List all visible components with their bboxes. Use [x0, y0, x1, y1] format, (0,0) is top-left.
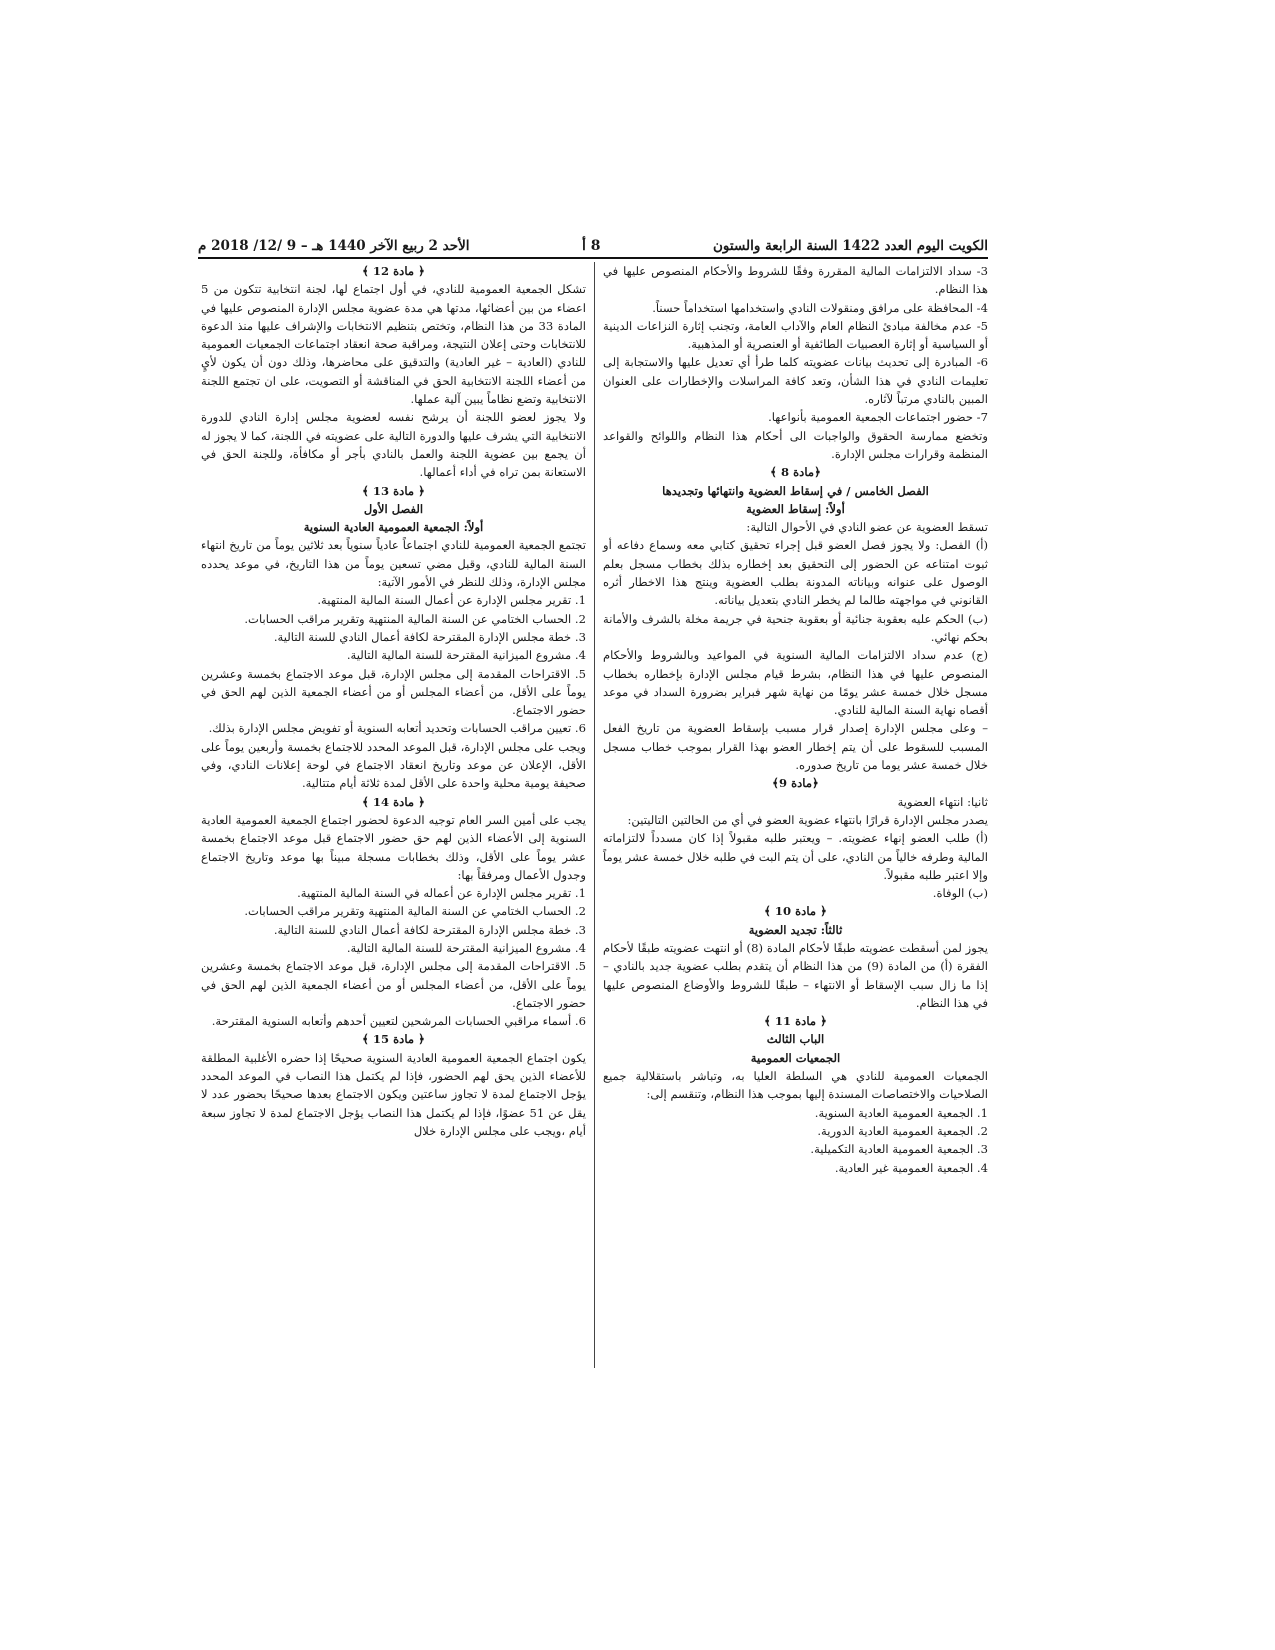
- section-heading: الفصل الخامس / في إسقاط العضوية وانتهائها وتجديدها: [662, 483, 929, 498]
- article-heading: ﴿مادة 9﴾: [772, 776, 819, 791]
- paragraph: 2. الجمعية العمومية العادية الدورية.: [817, 1123, 988, 1138]
- paragraph: 6. أسماء مراقبي الحسابات المرشحين لتعيين أحدهم وأتعابه السنوية المقترحة.: [211, 1014, 586, 1029]
- paragraph: 1. الجمعية العمومية العادية السنوية.: [814, 1105, 988, 1120]
- paragraph: 4- المحافظة على مرافق ومنقولات النادي واستخدامها استخداماً حسناً.: [652, 300, 988, 315]
- section-heading: الفصل الأول: [363, 501, 424, 516]
- section-heading: أولاً: إسقاط العضوية: [746, 501, 845, 516]
- header-date: الأحد 2 ربيع الآخر 1440 هـ – 9 /12/ 2018 م: [198, 238, 470, 254]
- paragraph: يجب على أمين السر العام توجيه الدعوة لحضور اجتماع الجمعية العمومية العادية السنوية إلى الأعضاء الذين لهم حق حضور الاجتماع قبل موعد الاجتماع بخمسة عشر يوماً على الأقل، وذلك بخطابات مسجلة مبيناً بها موعد وتاريخ الاجتماع وجدول الأعمال ومرفقاً بها:: [201, 812, 586, 882]
- paragraph: (أ) طلب العضو إنهاء عضويته. – ويعتبر طلبه مقبولاً إذا كان مسدداً لالتزاماته المالية وطرفه خالياً من النادي، على أن يتم البت في طلبه خلال خمسة عشر يوماً وإلا اعتبر طلبه مقبولاً.: [603, 831, 988, 882]
- paragraph: ولا يجوز لعضو اللجنة أن يرشح نفسه لعضوية مجلس إدارة النادي للدورة الانتخابية التي يشرف عليها والدورة التالية على عضويته في اللجنة، كما لا يجوز له أن يجمع بين عضوية اللجنة والعمل بالنادي بأجر أو مكافأة، وللجنة الحق في الاستعانة بمن تراه في أداء أعمالها.: [201, 410, 586, 480]
- section-heading: ثالثاً: تجديد العضوية: [748, 922, 843, 937]
- paragraph: – وعلى مجلس الإدارة إصدار قرار مسبب بإسقاط العضوية من تاريخ الفعل المسبب للسقوط على أن يتم إخطار العضو بهذا القرار بموجب خطاب مسجل خلال خمسة عشر يوما من تاريخ صدوره.: [603, 721, 988, 773]
- paragraph: 7- حضور اجتماعات الجمعية العمومية بأنواعها.: [768, 410, 988, 425]
- paragraph: (أ) الفصل: ولا يجوز فصل العضو قبل إجراء تحقيق كتابي معه وسماع دفاعه أو ثبوت امتناعه عن الحضور إلى التحقيق بعد إخطاره بذلك بخطاب مسجل بعلم الوصول على عنوانه وبياناته المدونة بطلب العضوية وينتج هذا الاخطار أثره القانوني في مواجهته طالما لم يخطر النادي بتعديل بياناته.: [603, 538, 988, 608]
- article-heading: ﴿ مادة 15 ﴾: [362, 1032, 425, 1047]
- paragraph: (ج) عدم سداد الالتزامات المالية السنوية في المواعيد وبالشروط والأحكام المنصوص عليها في هذا النظام، بشرط قيام مجلس الإدارة بإخطاره بخطاب مسجل خلال خمسة عشر يومًا من نهاية شهر فبراير بضرورة السداد في موعد أقصاه نهاية السنة المالية للنادي.: [603, 648, 988, 718]
- paragraph: تسقط العضوية عن عضو النادي في الأحوال التالية:: [746, 520, 988, 535]
- paragraph: 2. الحساب الختامي عن السنة المالية المنتهية وتقرير مراقب الحسابات.: [244, 904, 586, 919]
- paragraph: 1. تقرير مجلس الإدارة عن أعمال السنة المالية المنتهية.: [317, 593, 586, 608]
- paragraph: يكون اجتماع الجمعية العمومية العادية السنوية صحيحًا إذا حضره الأغلبية المطلقة للأعضاء الذين يحق لهم الحضور، فإذا لم يكتمل هذا النصاب في الموعد المحدد يؤجل الاجتماع لمدة لا تجاوز ساعتين ويكون الاجتماع بعدها صحيحًا بحضور عدد لا يقل عن 51 عضوًا، فإذا لم يكتمل هذا النصاب يؤجل الاجتماع لمدة لا تجاوز سبعة أيام ،ويجب على مجلس الإدارة خلال: [201, 1050, 586, 1138]
- paragraph: 6. تعيين مراقب الحسابات وتحديد أتعابه السنوية أو تفويض مجلس الإدارة بذلك.: [208, 721, 586, 736]
- page-header: [198, 228, 988, 259]
- article-heading: ﴿ مادة 10 ﴾: [764, 904, 827, 919]
- paragraph: 6- المبادرة إلى تحديث بيانات عضويته كلما طرأ أي تعديل عليها والاستجابة إلى تعليمات النادي في هذا الشأن، وتعد كافة المراسلات والإخطارات على العنوان المبين بالنادي مرتباً لآثاره.: [603, 355, 988, 407]
- article-heading: ﴿ مادة 11 ﴾: [764, 1014, 827, 1029]
- paragraph: 4. الجمعية العمومية غير العادية.: [834, 1160, 988, 1175]
- paragraph: 3. خطة مجلس الإدارة المقترحة لكافة أعمال النادي للسنة التالية.: [273, 629, 586, 644]
- paragraph: وتخضع ممارسة الحقوق والواجبات الى أحكام هذا النظام واللوائح والقواعد المنظمة وقرارات مجلس الإدارة.: [603, 428, 988, 461]
- paragraph: يصدر مجلس الإدارة قرارًا بانتهاء عضوية العضو في أي من الحالتين التاليتين:: [627, 812, 988, 827]
- paragraph: تشكل الجمعية العمومية للنادي، في أول اجتماع لها، لجنة انتخابية تتكون من 5 اعضاء من بين أعضائها، مدتها هي مدة عضوية مجلس الإدارة المنصوص عليها في المادة 33 من هذا النظام، وتختص بتنظيم الانتخابات والإشراف عليها منذ الدعوة للانتخابات وحتى إعلان النتيجة، ومراقبة صحة انعقاد اجتماعات الجمعيات العمومية للنادي (العادية – غير العادية) والتدقيق على محاضرها، وذلك دون أن يكون لأيٍ من أعضاء اللجنة الانتخابية الحق في المناقشة أو التصويت، على ان تجتمع اللجنة الانتخابية وتضع نظاماً يبين آلية عملها.: [201, 282, 586, 407]
- paragraph: 5. الاقتراحات المقدمة إلى مجلس الإدارة، قبل موعد الاجتماع بخمسة وعشرين يوماً على الأقل، من أعضاء المجلس أو من أعضاء الجمعية الذين لهم الحق في حضور الاجتماع.: [201, 959, 586, 1010]
- paragraph: ويجب على مجلس الإدارة، قبل الموعد المحدد للاجتماع بخمسة وأربعين يوماً على الأقل، الإعلان عن موعد وتاريخ انعقاد الاجتماع في لوحة إعلانات النادي، وفي صحيفة يومية محلية واحدة على الأقل لمدة ثلاثة أيام متتالية.: [201, 739, 586, 791]
- paragraph: 3. الجمعية العمومية العادية التكميلية.: [810, 1142, 988, 1157]
- article-heading: ﴿مادة 8 ﴾: [770, 465, 821, 480]
- paragraph: (ب) الحكم عليه بعقوبة جنائية أو بعقوبة جنحية في جريمة مخلة بالشرف والأمانة بحكم نهائي.: [603, 611, 988, 644]
- paragraph: 4. مشروع الميزانية المقترحة للسنة المالية التالية.: [346, 648, 586, 663]
- article-heading: ﴿ مادة 13 ﴾: [362, 483, 425, 498]
- left-column: [201, 262, 586, 1140]
- paragraph: (ب) الوفاة.: [932, 886, 988, 901]
- section-heading: الجمعيات العمومية: [750, 1050, 841, 1065]
- paragraph: 3- سداد الالتزامات المالية المقررة وفقًا للشروط والأحكام المنصوص عليها في هذا النظام.: [603, 264, 988, 297]
- right-column: [603, 262, 988, 1177]
- paragraph: 3. خطة مجلس الإدارة المقترحة لكافة أعمال النادي للسنة التالية.: [273, 922, 586, 937]
- paragraph: 4. مشروع الميزانية المقترحة للسنة المالية التالية.: [346, 940, 586, 955]
- paragraph: 2. الحساب الختامي عن السنة المالية المنتهية وتقرير مراقب الحسابات.: [244, 611, 586, 626]
- section-heading: أولاً: الجمعية العمومية العادية السنوية: [303, 520, 484, 535]
- paragraph: 1. تقرير مجلس الإدارة عن أعماله في السنة المالية المنتهية.: [297, 886, 586, 901]
- paragraph: يجوز لمن أسقطت عضويته طبقًا لأحكام المادة (8) أو انتهت عضويته طبقًا لأحكام الفقرة (أ) من المادة (9) من هذا النظام أن يتقدم بطلب عضوية جديد بالنادي – إذا ما زال سبب الإسقاط أو الانتهاء – طبقًا للشروط والأوضاع المنصوص عليها في هذا النظام.: [603, 940, 989, 1010]
- column-divider: [594, 262, 595, 1368]
- paragraph: الجمعيات العمومية للنادي هي السلطة العليا به، وتباشر باستقلالية جميع الصلاحيات والاختصاصات المسندة إليها بموجب هذا النظام، وتنقسم إلى:: [603, 1069, 988, 1102]
- section-heading: الباب الثالث: [766, 1032, 825, 1047]
- paragraph: تجتمع الجمعية العمومية للنادي اجتماعاً عادياً سنوياً بعد ثلاثين يوماً من تاريخ انتهاء السنة المالية للنادي، وقبل مضي تسعين يوماً من هذا التاريخ، في موعد يحدده مجلس الإدارة، وذلك للنظر في الأمور الآتية:: [201, 538, 586, 590]
- paragraph: ثانيا: انتهاء العضوية: [897, 794, 988, 809]
- paragraph: 5- عدم مخالفة مبادئ النظام العام والآداب العامة، وتجنب إثارة النزاعات الدينية أو السياسية أو إثارة العصبيات الطائفية أو العنصرية أو المذهبية.: [603, 318, 988, 352]
- header-page-number: 8 أ: [582, 238, 601, 254]
- paragraph: 5. الاقتراحات المقدمة إلى مجلس الإدارة، قبل موعد الاجتماع بخمسة وعشرين يوماً على الأقل، من أعضاء المجلس أو من أعضاء الجمعية الذين لهم الحق في حضور الاجتماع.: [201, 666, 586, 718]
- article-heading: ﴿ مادة 14 ﴾: [362, 794, 425, 809]
- header-issue: الكويت اليوم العدد 1422 السنة الرابعة والستون: [712, 238, 988, 254]
- article-heading: ﴿ مادة 12 ﴾: [362, 264, 425, 278]
